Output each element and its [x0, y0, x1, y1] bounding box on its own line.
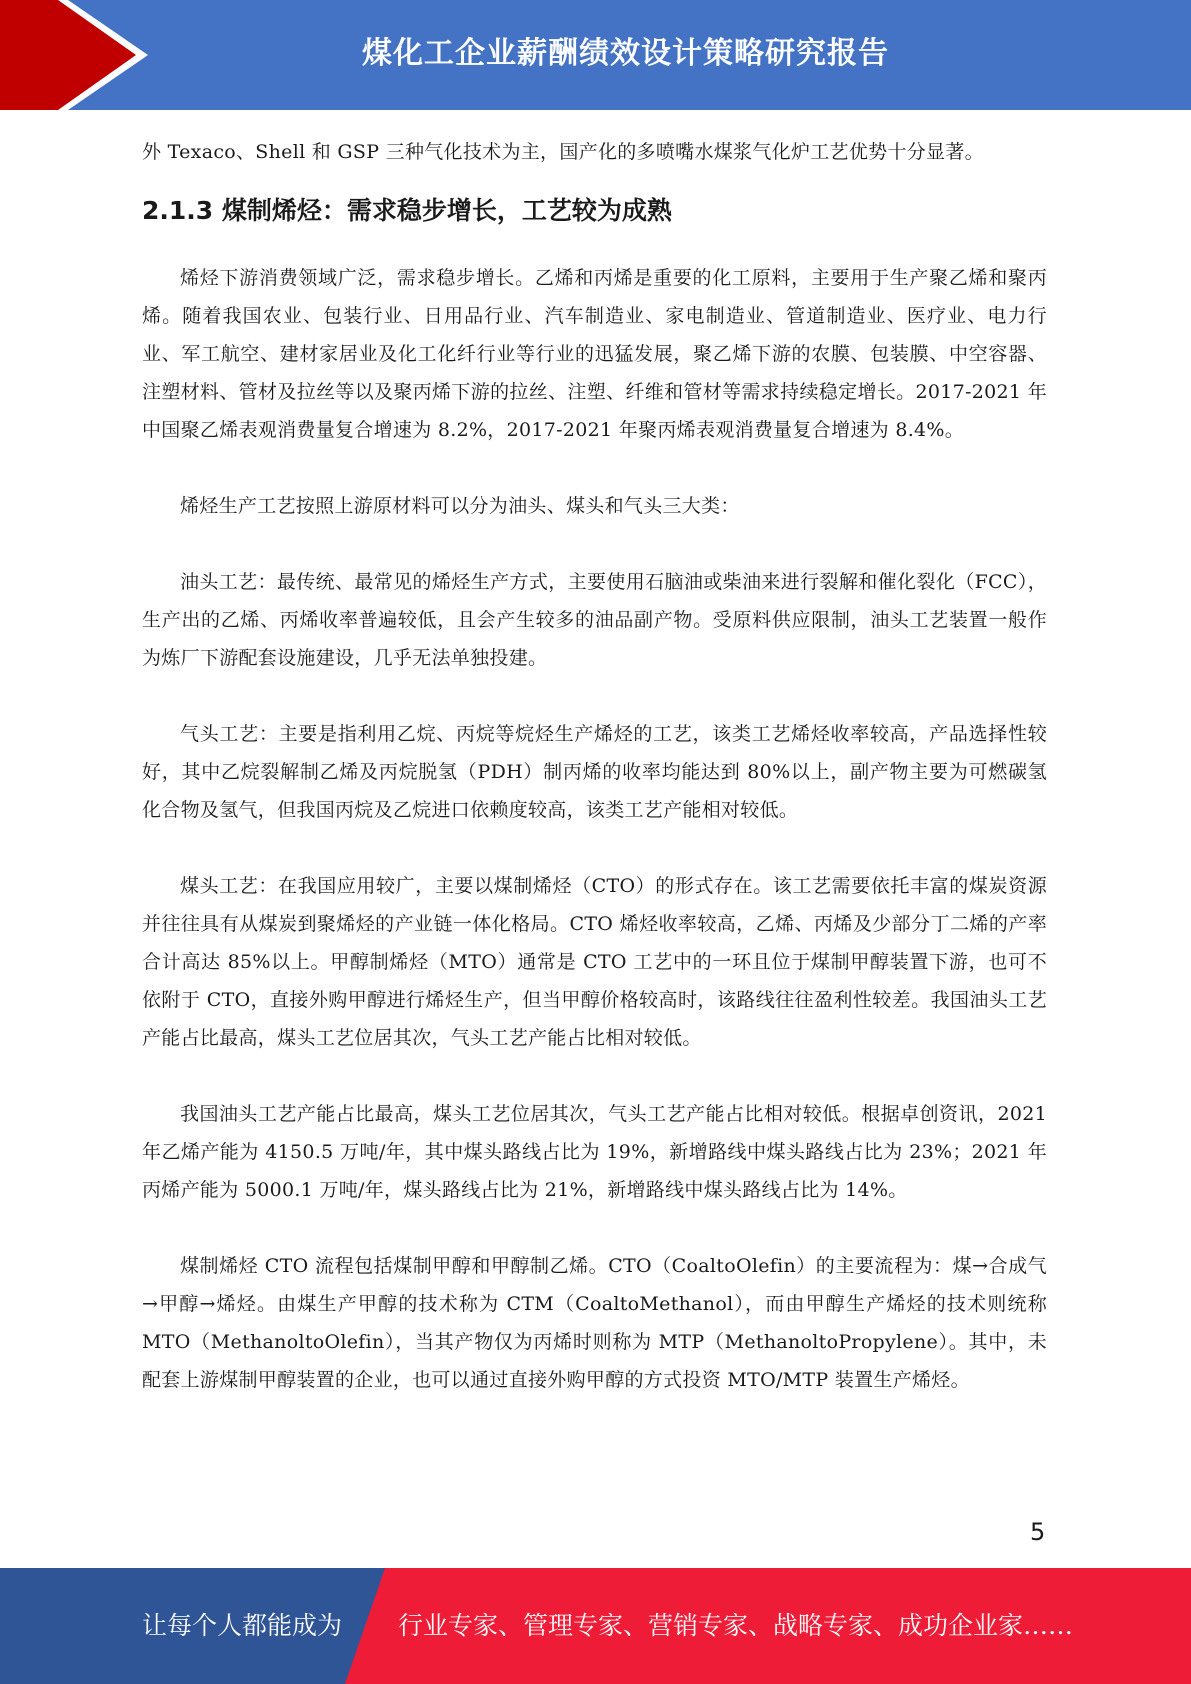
page-content	[142, 133, 1047, 1399]
paragraph-coal-route: 煤头工艺：在我国应用较广，主要以煤制烯烃（CTO）的形式存在。该工艺需要依托丰富的煤炭资源并往往具有从煤炭到聚烯烃的产业链一体化格局。CTO 烯烃收率较高，乙烯、丙烯及少部分丁二烯的产率合计高达 85%以上。甲醇制烯烃（MTO）通常是 CTO 工艺中的一环且位于煤制甲醇装置下游，也可不依附于 CTO，直接外购甲醇进行烯烃生产，但当甲醇价格较高时，该路线往往盈利性较差。我国油头工艺产能占比最高，煤头工艺位居其次，气头工艺产能占比相对较低。	[142, 875, 1047, 1049]
page-footer	[0, 1568, 1191, 1684]
footer-slogan-right: 行业专家、管理专家、营销专家、战略专家、成功企业家……	[398, 1611, 1074, 1640]
page-header	[0, 0, 1191, 110]
section-heading: 2.1.3 煤制烯烃：需求稳步增长，工艺较为成熟	[142, 196, 672, 225]
intro-line: 外 Texaco、Shell 和 GSP 三种气化技术为主，国产化的多喷嘴水煤浆气化炉工艺优势十分显著。	[142, 141, 984, 163]
page-number: 5	[1030, 1518, 1046, 1546]
paragraph-process-types: 烯烃生产工艺按照上游原材料可以分为油头、煤头和气头三大类：	[180, 495, 740, 517]
paragraph-oil-route: 油头工艺：最传统、最常见的烯烃生产方式，主要使用石脑油或柴油来进行裂解和催化裂化（FCC），生产出的乙烯、丙烯收率普遍较低，且会产生较多的油品副产物。受原料供应限制，油头工艺装置一般作为炼厂下游配套设施建设，几乎无法单独投建。	[142, 571, 1047, 669]
paragraph-cto-flow: 煤制烯烃 CTO 流程包括煤制甲醇和甲醇制乙烯。CTO（CoaltoOlefin）的主要流程为：煤→合成气→甲醇→烯烃。由煤生产甲醇的技术称为 CTM（CoaltoMethanol），而由甲醇生产烯烃的技术则统称 MTO（MethanoltoOlefin），当其产物仅为丙烯时则称为 MTP（MethanoltoPropylene）。其中，未配套上游煤制甲醇装置的企业，也可以通过直接外购甲醇的方式投资 MTO/MTP 装置生产烯烃。	[142, 1255, 1047, 1391]
footer-slogan-left: 让每个人都能成为	[142, 1611, 343, 1640]
paragraph-gas-route: 气头工艺：主要是指利用乙烷、丙烷等烷烃生产烯烃的工艺，该类工艺烯烃收率较高，产品选择性较好，其中乙烷裂解制乙烯及丙烷脱氢（PDH）制丙烯的收率均能达到 80%以上，副产物主要为可燃碳氢化合物及氢气，但我国丙烷及乙烷进口依赖度较高，该类工艺产能相对较低。	[142, 723, 1047, 821]
paragraph-capacity: 我国油头工艺产能占比最高，煤头工艺位居其次，气头工艺产能占比相对较低。根据卓创资讯，2021 年乙烯产能为 4150.5 万吨/年，其中煤头路线占比为 19%，新增路线中煤头路线占比为 23%；2021 年丙烯产能为 5000.1 万吨/年，煤头路线占比为 21%，新增路线中煤头路线占比为 14%。	[142, 1103, 1047, 1201]
document-title: 煤化工企业薪酬绩效设计策略研究报告	[362, 36, 889, 71]
paragraph-demand: 烯烃下游消费领域广泛，需求稳步增长。乙烯和丙烯是重要的化工原料，主要用于生产聚乙烯和聚丙烯。随着我国农业、包装行业、日用品行业、汽车制造业、家电制造业、管道制造业、医疗业、电力行业、军工航空、建材家居业及化工化纤行业等行业的迅猛发展，聚乙烯下游的农膜、包装膜、中空容器、注塑材料、管材及拉丝等以及聚丙烯下游的拉丝、注塑、纤维和管材等需求持续稳定增长。2017-2021 年中国聚乙烯表观消费量复合增速为 8.2%，2017-2021 年聚丙烯表观消费量复合增速为 8.4%。	[142, 267, 1047, 441]
